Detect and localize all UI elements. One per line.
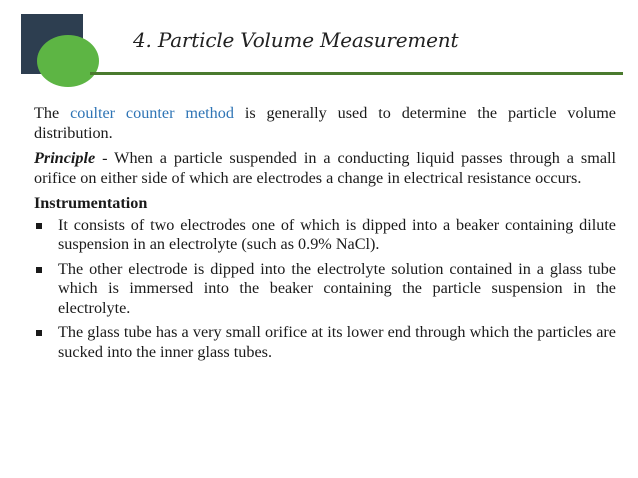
intro-suffix: is generally used to determine the particle volume distribution.: [34, 104, 616, 142]
principle-label: Principle: [34, 149, 96, 167]
square-bullet-icon: [36, 223, 42, 229]
instrumentation-heading: Instrumentation: [34, 194, 148, 212]
slide-title: 4. Particle Volume Measurement: [133, 28, 459, 52]
list-item: [34, 216, 616, 255]
square-bullet-icon: [36, 330, 42, 336]
list-item: [34, 323, 616, 362]
principle-paragraph: [34, 149, 616, 188]
title-underline: [90, 72, 623, 75]
slide-body: [34, 104, 616, 367]
coulter-counter-highlight: coulter counter method: [70, 104, 234, 122]
bullet-text: The glass tube has a very small orifice at its lower end through which the particles are sucked into the inner glass tubes.: [58, 323, 616, 361]
principle-text: - When a particle suspended in a conducting liquid passes through a small orifice on either side of which are electrodes a change in electrical resistance occurs.: [34, 149, 616, 187]
decorative-circle: [37, 35, 99, 87]
bullet-text: It consists of two electrodes one of which is dipped into a beaker containing dilute suspension in an electrolyte (such as 0.9% NaCl).: [58, 215, 616, 253]
instrumentation-list: [34, 216, 616, 363]
intro-paragraph: [34, 104, 616, 143]
square-bullet-icon: [36, 267, 42, 273]
intro-prefix: The: [34, 104, 71, 122]
list-item: [34, 260, 616, 319]
bullet-text: The other electrode is dipped into the electrolyte solution contained in a glass tube which is immersed into the beaker containing the particle suspension in the electrolyte.: [58, 259, 616, 317]
